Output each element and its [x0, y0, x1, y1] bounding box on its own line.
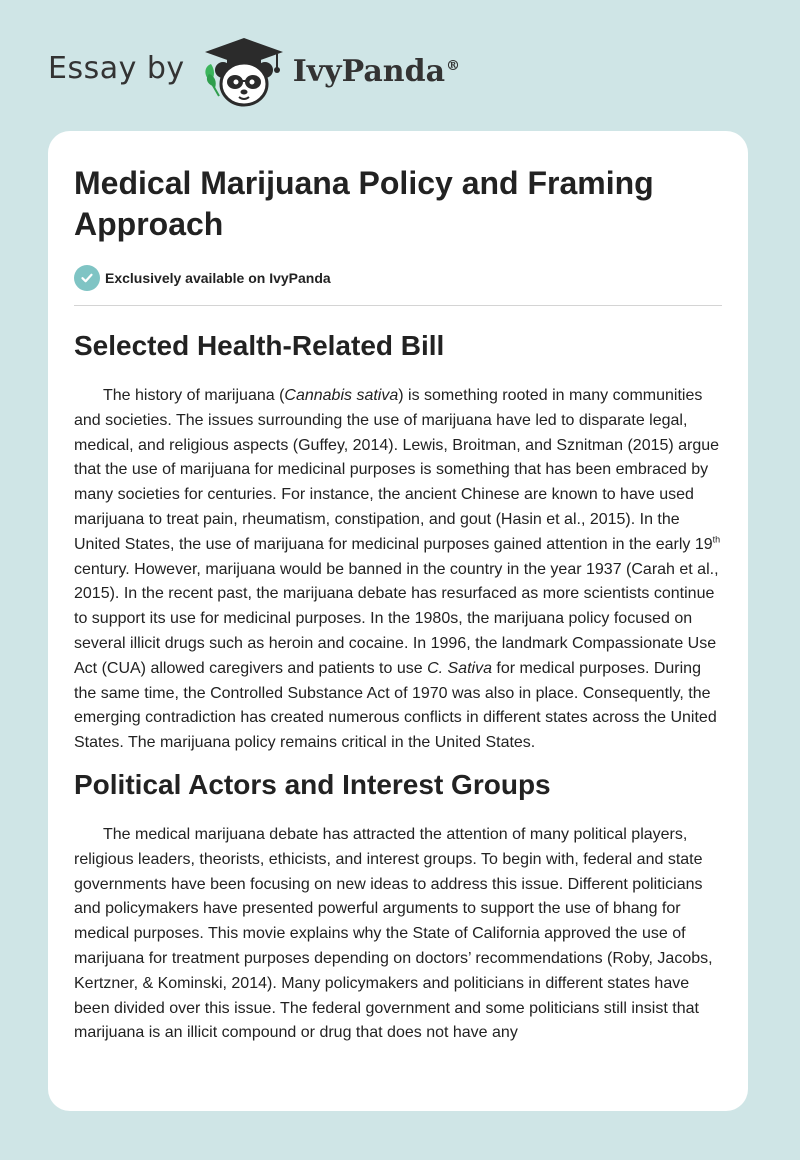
section-heading-actors: Political Actors and Interest Groups [74, 768, 551, 800]
registered-mark: ® [446, 57, 461, 74]
divider [74, 305, 722, 306]
brand-prefix: Essay by [48, 50, 185, 86]
article-card [48, 131, 748, 1111]
section-heading-bill: Selected Health-Related Bill [74, 330, 445, 361]
brand-header[interactable] [48, 36, 460, 108]
section-paragraph-actors: The medical marijuana debate has attracted the attention of many political players, religious leaders, theorists, ethicists, and interest groups. To begin with, federal and state governments have been focusing on new ideas to address this issue. Different politicians and policymakers have presented powerful arguments to support the use of bhang for medical purposes. This movie explains why the State of California approved the use of marijuana for treatment purposes depending on doctors’ recommendations (Roby, Jacobs, Kertzner, & Kominski, 2014). Many policymakers and politicians in different states have been divided over this issue. The federal government and some politicians still insist that marijuana is an illicit compound or drug that does not have any [74, 825, 713, 1042]
exclusive-badge [74, 265, 722, 291]
article-content [74, 163, 722, 1046]
article-title: Medical Marijuana Policy and Framing Approach [74, 165, 654, 242]
badge-label: Exclusively available on IvyPanda [105, 270, 331, 286]
panda-logo-icon [199, 36, 289, 108]
brand-name: IvyPanda® [292, 53, 461, 89]
checkmark-icon [74, 265, 100, 291]
section-paragraph-bill: The history of marijuana (Cannabis sativa) is something rooted in many communities and societies. The issues surrounding the use of marijuana have led to disparate legal, medical, and religious aspects (Guffey, 2014). Lewis, Broitman, and Sznitman (2015) argue that the use of marijuana for medicinal purposes is something that has been embraced by many societies for centuries. For instance, the ancient Chinese are known to have used marijuana to treat pain, rheumatism, constipation, and gout (Hasin et al., 2015). In the United States, the use of marijuana for medicinal purposes gained attention in the early 19th century. However, marijuana would be banned in the country in the year 1937 (Carah et al., 2015). In the recent past, the marijuana debate has resurfaced as more scientists continue to support its use for medicinal purposes. In the 1980s, the marijuana policy focused on several illicit drugs such as heroin and cocaine. In 1996, the landmark Compassionate Use Act (CUA) allowed caregivers and patients to use C. Sativa for medical purposes. During the same time, the Controlled Substance Act of 1970 was also in place. Consequently, the emerging contradiction has created numerous conflicts in different states across the United States. The marijuana policy remains critical in the United States. [74, 387, 721, 752]
